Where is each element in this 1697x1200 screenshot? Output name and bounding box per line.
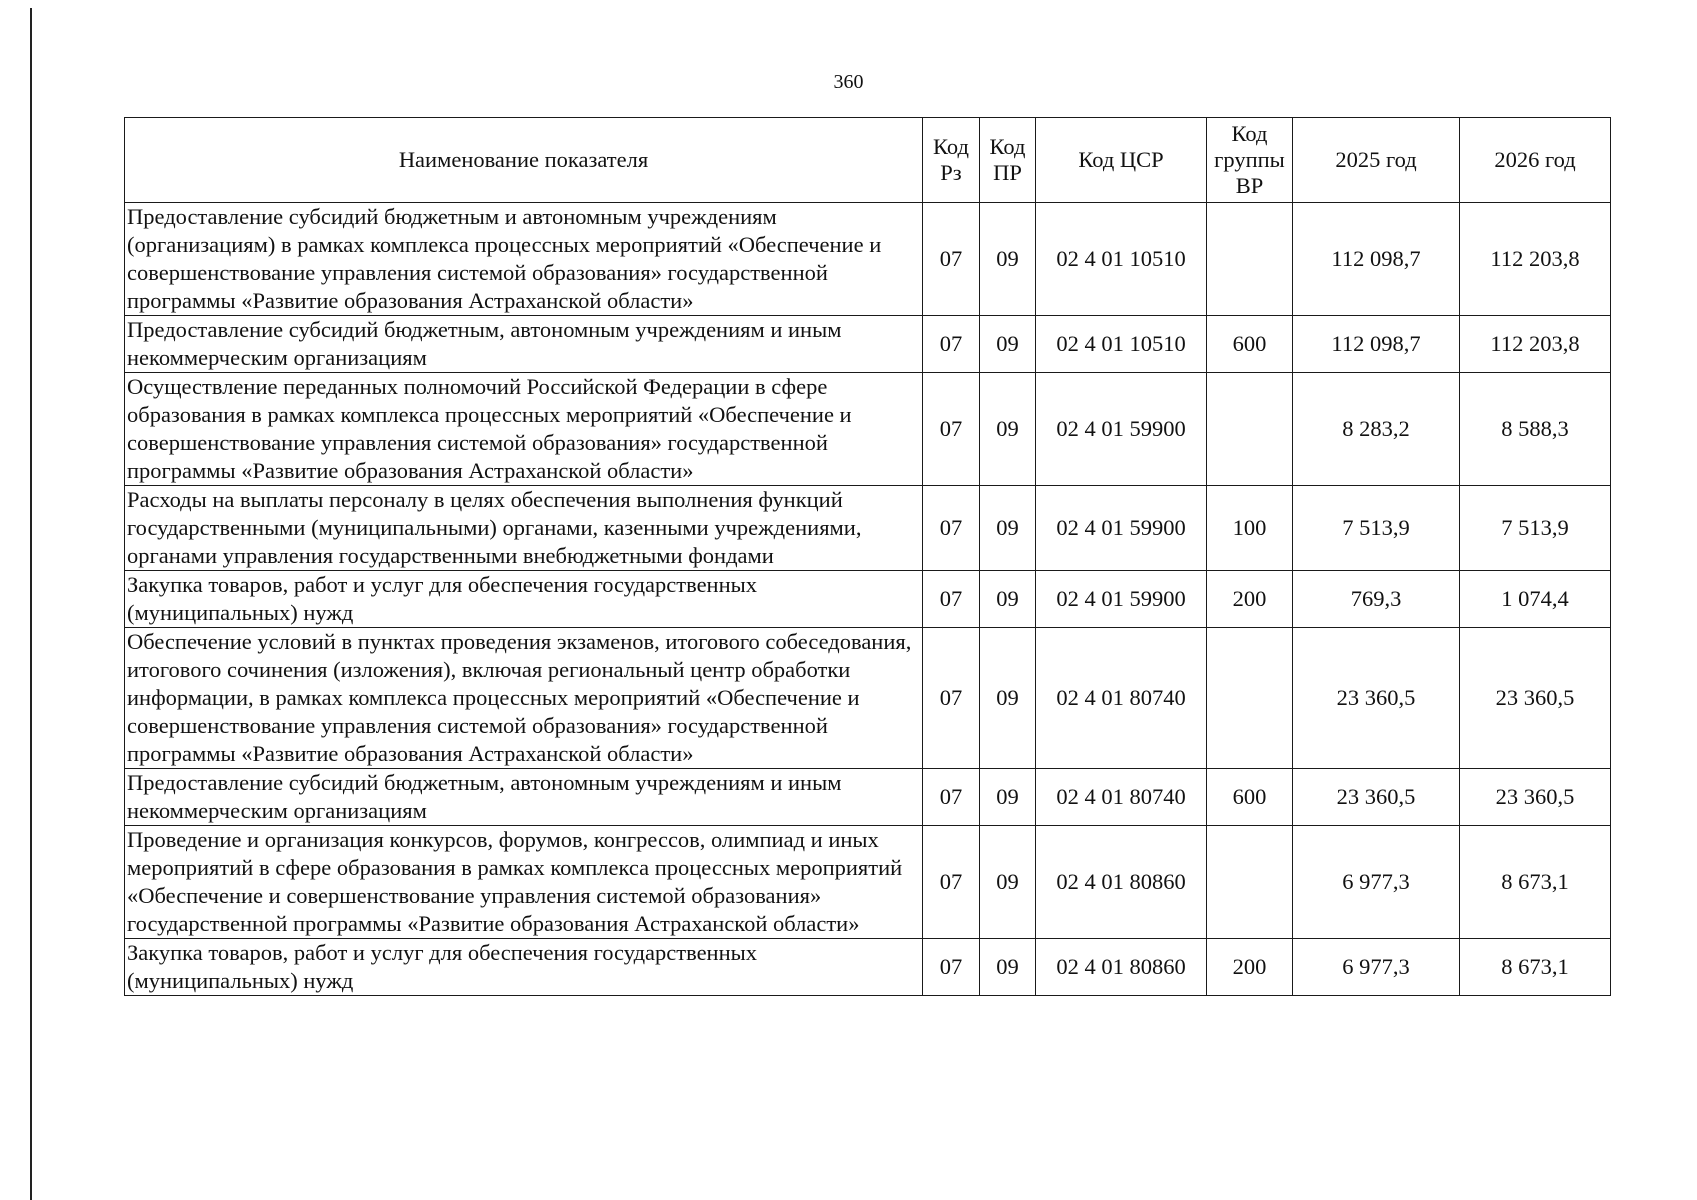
row-csr: 02 4 01 80860 <box>1036 939 1207 996</box>
row-pr: 09 <box>980 316 1036 373</box>
row-2026: 1 074,4 <box>1460 571 1611 628</box>
header-pr: Код ПР <box>980 118 1036 203</box>
table-row <box>125 628 1611 769</box>
row-rz: 07 <box>923 316 980 373</box>
row-2026: 8 673,1 <box>1460 826 1611 939</box>
table-row <box>125 203 1611 316</box>
row-rz: 07 <box>923 373 980 486</box>
row-name: Проведение и организация конкурсов, форумов, конгрессов, олимпиад и иных мероприятий в сфере образования в рамках комплекса процессных мероприятий «Обеспечение и совершенствование управления системой образования» государственной программы «Развитие образования Астраханской области» <box>125 826 923 939</box>
row-vr <box>1207 203 1293 316</box>
row-2025: 23 360,5 <box>1293 628 1460 769</box>
row-rz: 07 <box>923 486 980 571</box>
row-rz: 07 <box>923 571 980 628</box>
row-name: Предоставление субсидий бюджетным, автономным учреждениям и иным некоммерческим организациям <box>125 316 923 373</box>
row-pr: 09 <box>980 769 1036 826</box>
table-row <box>125 939 1611 996</box>
row-csr: 02 4 01 10510 <box>1036 316 1207 373</box>
row-csr: 02 4 01 80740 <box>1036 628 1207 769</box>
table-row <box>125 373 1611 486</box>
table-header-row <box>125 118 1611 203</box>
row-name: Предоставление субсидий бюджетным, автономным учреждениям и иным некоммерческим организациям <box>125 769 923 826</box>
row-rz: 07 <box>923 826 980 939</box>
row-name: Расходы на выплаты персоналу в целях обеспечения выполнения функций государственными (муниципальными) органами, казенными учреждениями, органами управления государственными внебюджетными фондами <box>125 486 923 571</box>
row-name: Закупка товаров, работ и услуг для обеспечения государственных (муниципальных) нужд <box>125 571 923 628</box>
row-vr <box>1207 373 1293 486</box>
row-2025: 112 098,7 <box>1293 316 1460 373</box>
row-2025: 6 977,3 <box>1293 939 1460 996</box>
header-rz: Код Рз <box>923 118 980 203</box>
table-row <box>125 571 1611 628</box>
header-csr: Код ЦСР <box>1036 118 1207 203</box>
row-rz: 07 <box>923 939 980 996</box>
row-rz: 07 <box>923 203 980 316</box>
row-2026: 8 588,3 <box>1460 373 1611 486</box>
row-vr: 100 <box>1207 486 1293 571</box>
budget-table <box>124 117 1611 996</box>
row-name: Осуществление переданных полномочий Российской Федерации в сфере образования в рамках комплекса процессных мероприятий «Обеспечение и совершенствование управления системой образования» государственной программы «Развитие образования Астраханской области» <box>125 373 923 486</box>
row-2025: 769,3 <box>1293 571 1460 628</box>
row-pr: 09 <box>980 486 1036 571</box>
row-name: Предоставление субсидий бюджетным и автономным учреждениям (организациям) в рамках комплекса процессных мероприятий «Обеспечение и совершенствование управления системой образования» государственной программы «Развитие образования Астраханской области» <box>125 203 923 316</box>
row-csr: 02 4 01 80740 <box>1036 769 1207 826</box>
row-pr: 09 <box>980 373 1036 486</box>
row-2026: 112 203,8 <box>1460 203 1611 316</box>
row-2025: 112 098,7 <box>1293 203 1460 316</box>
row-csr: 02 4 01 80860 <box>1036 826 1207 939</box>
row-vr: 200 <box>1207 571 1293 628</box>
row-csr: 02 4 01 10510 <box>1036 203 1207 316</box>
row-vr: 600 <box>1207 769 1293 826</box>
header-2025: 2025 год <box>1293 118 1460 203</box>
row-2026: 8 673,1 <box>1460 939 1611 996</box>
row-csr: 02 4 01 59900 <box>1036 486 1207 571</box>
row-pr: 09 <box>980 571 1036 628</box>
row-2025: 7 513,9 <box>1293 486 1460 571</box>
row-2025: 6 977,3 <box>1293 826 1460 939</box>
row-csr: 02 4 01 59900 <box>1036 373 1207 486</box>
row-2026: 7 513,9 <box>1460 486 1611 571</box>
row-2026: 23 360,5 <box>1460 628 1611 769</box>
row-2025: 23 360,5 <box>1293 769 1460 826</box>
row-name: Закупка товаров, работ и услуг для обеспечения государственных (муниципальных) нужд <box>125 939 923 996</box>
row-vr <box>1207 628 1293 769</box>
table-row <box>125 769 1611 826</box>
header-name: Наименование показателя <box>125 118 923 203</box>
row-vr: 200 <box>1207 939 1293 996</box>
row-pr: 09 <box>980 939 1036 996</box>
row-2026: 112 203,8 <box>1460 316 1611 373</box>
left-margin-line <box>30 8 32 1200</box>
header-vr: Код группы ВР <box>1207 118 1293 203</box>
row-name: Обеспечение условий в пунктах проведения экзаменов, итогового собеседования, итогового сочинения (изложения), включая региональный центр обработки информации, в рамках комплекса процессных мероприятий «Обеспечение и совершенствование управления системой образования» государственной программы «Развитие образования Астраханской области» <box>125 628 923 769</box>
table-row <box>125 826 1611 939</box>
row-pr: 09 <box>980 203 1036 316</box>
row-pr: 09 <box>980 826 1036 939</box>
page-number: 360 <box>833 71 864 93</box>
row-vr <box>1207 826 1293 939</box>
row-2025: 8 283,2 <box>1293 373 1460 486</box>
row-csr: 02 4 01 59900 <box>1036 571 1207 628</box>
header-2026: 2026 год <box>1460 118 1611 203</box>
table-row <box>125 486 1611 571</box>
row-vr: 600 <box>1207 316 1293 373</box>
row-rz: 07 <box>923 769 980 826</box>
row-2026: 23 360,5 <box>1460 769 1611 826</box>
row-pr: 09 <box>980 628 1036 769</box>
table-row <box>125 316 1611 373</box>
row-rz: 07 <box>923 628 980 769</box>
